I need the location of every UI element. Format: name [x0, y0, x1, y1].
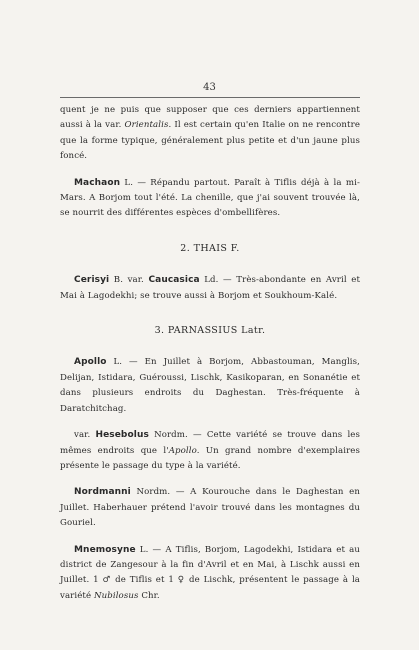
intro-text-2: Il est certain qu'en Italie on ne rencontre que la forme typique, généralement plus petite et d'un jaune plus foncé.	[60, 120, 361, 162]
intro-italic: Orientalis.	[124, 120, 172, 131]
species-name: Cerisyi	[74, 275, 110, 286]
entry-machaon	[60, 176, 360, 222]
species-name: Apollo	[74, 357, 107, 368]
female-symbol-icon: ♀	[177, 575, 186, 586]
entry-text: B. var.	[109, 275, 149, 286]
entry-italic: Nubilosus	[94, 590, 139, 601]
header-rule	[60, 97, 360, 98]
entry-italic: Apollo.	[168, 445, 200, 456]
variety-prefix: var.	[74, 430, 96, 441]
entry-text-2: de Tiflis et 1	[111, 575, 178, 586]
entry-text: L. — Répandu partout. Paraît à Tiflis déjà à la mi-Mars. A Borjom tout l'été. La chenille, que j'ai souvent trouvée là, se nourrit des différentes espèces d'ombellifères.	[60, 177, 360, 219]
variety-name: Hesebolus	[95, 430, 149, 441]
entry-cerisyi	[60, 273, 360, 304]
entry-text: L. — En Juillet à Borjom, Abbastouman, Manglis, Delijan, Istidara, Guéroussi, Lischk, Kasikoparan, en Sonanétie et dans plusieurs endroits du Daghestan. Très-fréquente à Daratchitchag.	[60, 357, 360, 414]
intro-text: quent je ne puis que supposer que ces derniers appartiennent aussi à la var.	[60, 105, 360, 131]
species-name: Machaon	[74, 177, 121, 188]
entry-apollo	[60, 355, 360, 417]
entry-text-2: Ld. — Très-abondante en Avril et Mai à Lagodekhi; se trouve aussi à Borjom et Soukhoum-Kalé.	[60, 275, 360, 301]
entry-text: L. — A Tiflis, Borjom, Lagodekhi, Istidara et au district de Zangesour à la fin d'Avril et en Mai, à Lischk aussi en Juillet. 1	[60, 544, 360, 586]
entry-text: Nordm. — Cette variété se trouve dans les mêmes endroits que l'	[60, 430, 360, 456]
entry-text-2: Un grand nombre d'exemplaires présente le passage du type à la variété.	[60, 445, 360, 471]
page-body	[60, 103, 360, 604]
variety-name: Caucasica	[148, 275, 200, 286]
entry-hesebolus	[60, 428, 360, 474]
entry-text-4: Chr.	[138, 590, 160, 601]
intro-paragraph	[60, 103, 360, 165]
species-name: Mnemosyne	[74, 544, 136, 555]
entry-text-3: de Lischk, présentent le passage à la variété	[60, 575, 361, 601]
page-number: 43	[203, 82, 216, 93]
entry-text: Nordm. — A Kourouche dans le Daghestan en Juillet. Haberhauer prétend l'avoir trouvé dans les montagnes du Gouriel.	[60, 487, 360, 529]
entry-mnemosyne	[60, 543, 360, 605]
species-name: Nordmanni	[74, 487, 131, 498]
genus-heading-thais: 2. THAIS F.	[180, 242, 240, 254]
genus-heading-parnassius: 3. PARNASSIUS Latr.	[154, 325, 266, 337]
male-symbol-icon: ♂	[102, 575, 112, 586]
entry-nordmanni	[60, 485, 360, 531]
